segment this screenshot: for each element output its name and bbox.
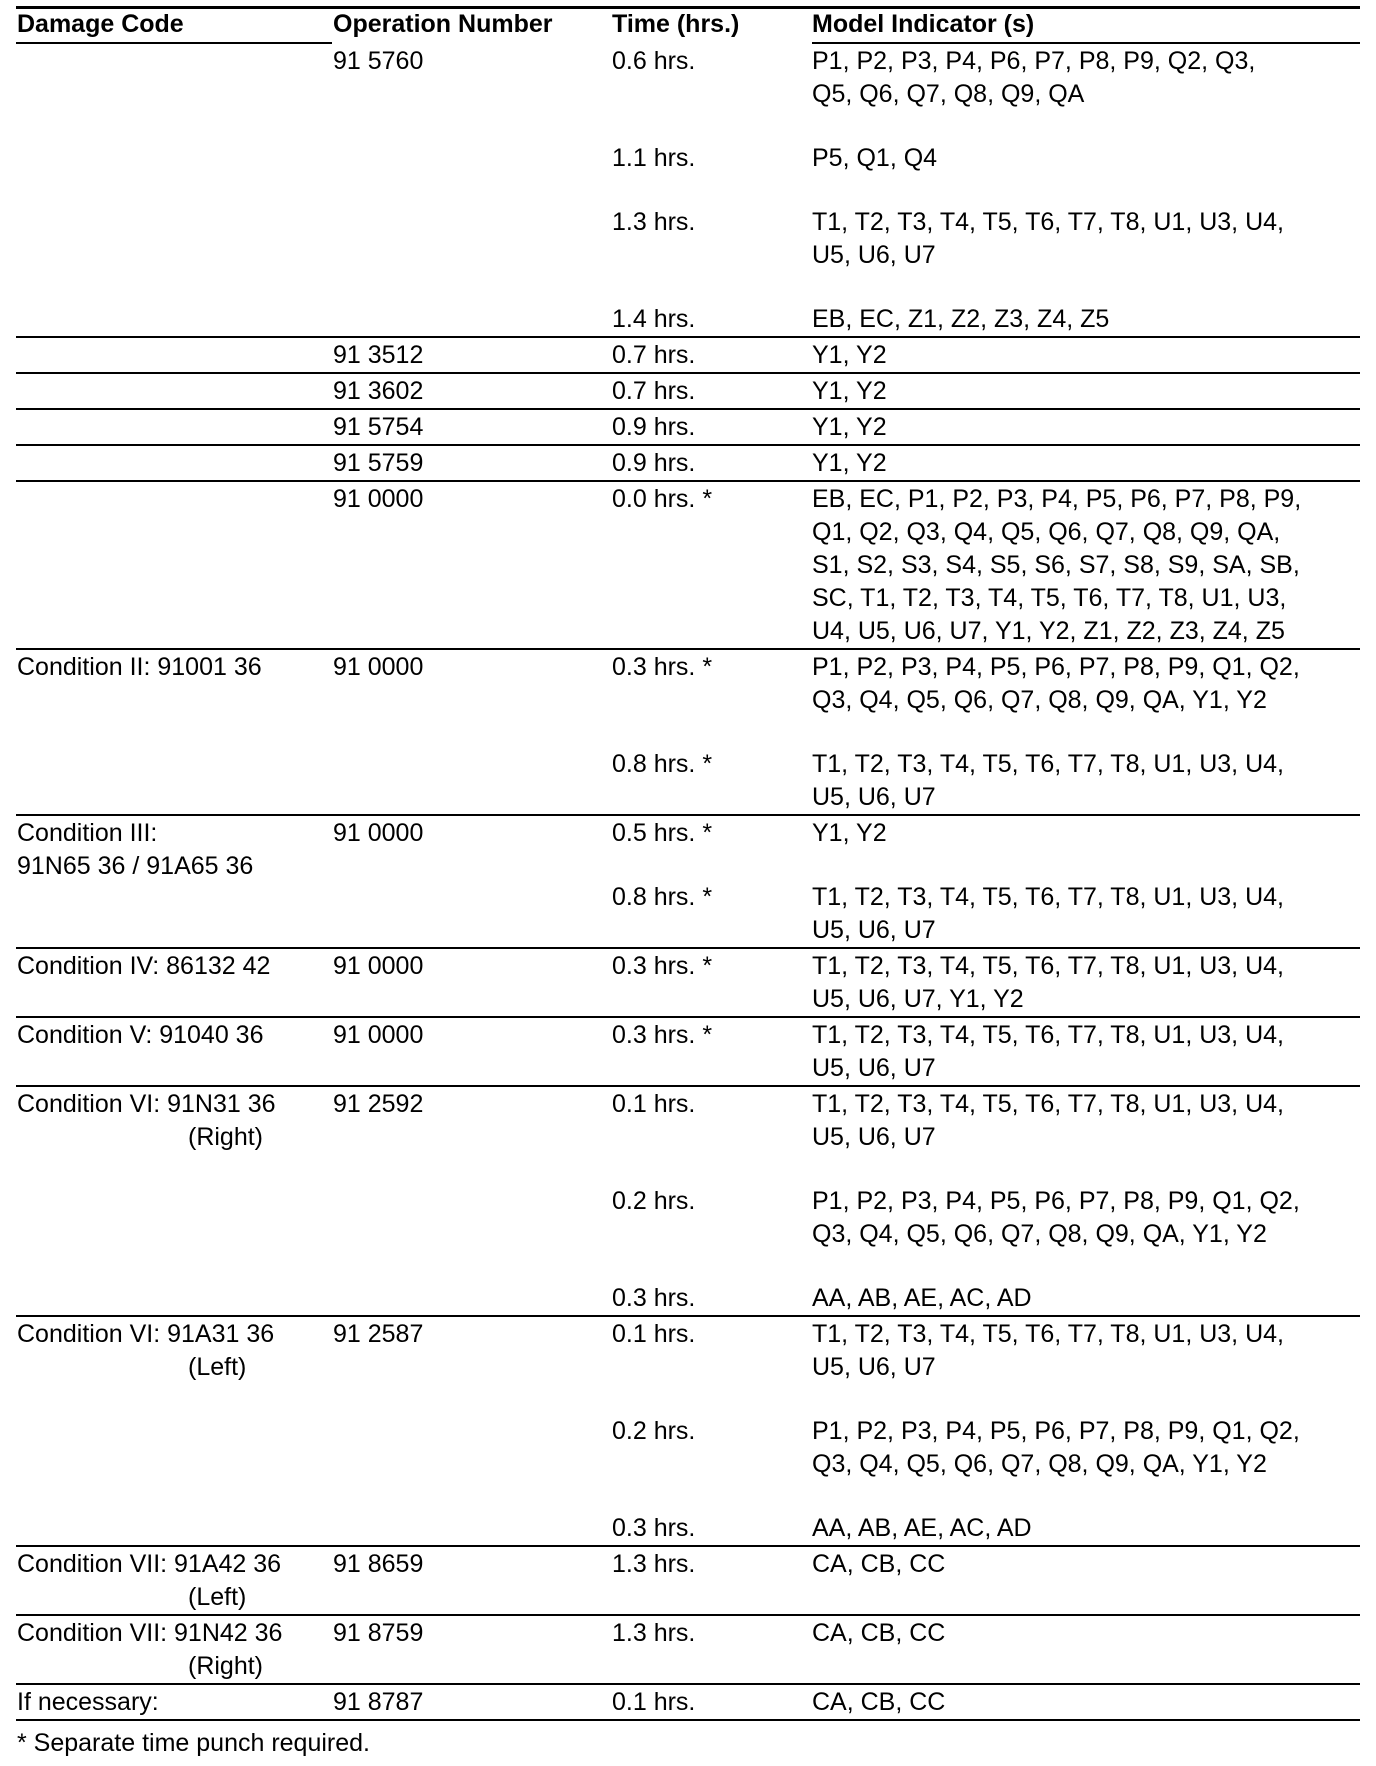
operation-number: 91 0000: [333, 952, 424, 980]
model-indicator: CA, CB, CC: [812, 1619, 946, 1647]
model-indicator: Q3, Q4, Q5, Q6, Q7, Q8, Q9, QA, Y1, Y2: [812, 1450, 1267, 1478]
damage-code: (Right): [188, 1652, 264, 1680]
model-indicator: T1, T2, T3, T4, T5, T6, T7, T8, U1, U3, U4,: [812, 750, 1284, 778]
row-rule: [16, 1683, 1360, 1685]
header-operation-number: Operation Number: [333, 10, 553, 38]
operation-number: 91 3512: [333, 341, 424, 369]
operation-number: 91 0000: [333, 653, 424, 681]
row-rule: [16, 947, 1360, 949]
model-indicator: P1, P2, P3, P4, P5, P6, P7, P8, P9, Q1, Q2,: [812, 1417, 1300, 1445]
row-rule: [16, 444, 1360, 446]
row-rule: [16, 1614, 1360, 1616]
damage-code: Condition VI: 91A31 36: [17, 1320, 275, 1348]
model-indicator: Y1, Y2: [812, 413, 887, 441]
operation-number: 91 2587: [333, 1320, 424, 1348]
labor-time: 0.2 hrs.: [612, 1187, 696, 1215]
labor-time: 0.8 hrs. *: [612, 883, 713, 911]
damage-code: If necessary:: [17, 1688, 159, 1716]
model-indicator: Q5, Q6, Q7, Q8, Q9, QA: [812, 80, 1085, 108]
model-indicator: U5, U6, U7: [812, 783, 936, 811]
labor-time: 0.9 hrs.: [612, 449, 696, 477]
model-indicator: U5, U6, U7: [812, 1353, 936, 1381]
model-indicator: U5, U6, U7, Y1, Y2: [812, 985, 1024, 1013]
operation-number: 91 5760: [333, 47, 424, 75]
row-rule: [16, 372, 1360, 374]
row-rule: [16, 648, 1360, 650]
operation-number: 91 0000: [333, 1021, 424, 1049]
model-indicator: T1, T2, T3, T4, T5, T6, T7, T8, U1, U3, U4,: [812, 1090, 1284, 1118]
operation-number: 91 0000: [333, 485, 424, 513]
model-indicator: U4, U5, U6, U7, Y1, Y2, Z1, Z2, Z3, Z4, Z5: [812, 617, 1285, 645]
row-rule: [16, 1545, 1360, 1547]
model-indicator: Y1, Y2: [812, 819, 887, 847]
header-underline: [812, 42, 1360, 44]
labor-time: 0.1 hrs.: [612, 1688, 696, 1716]
labor-time: 0.1 hrs.: [612, 1090, 696, 1118]
labor-time: 0.3 hrs.: [612, 1284, 696, 1312]
labor-time: 1.3 hrs.: [612, 1550, 696, 1578]
labor-time: 0.7 hrs.: [612, 377, 696, 405]
footnote: * Separate time punch required.: [17, 1729, 370, 1757]
model-indicator: Y1, Y2: [812, 449, 887, 477]
damage-code: (Right): [188, 1123, 264, 1151]
model-indicator: Q1, Q2, Q3, Q4, Q5, Q6, Q7, Q8, Q9, QA,: [812, 518, 1281, 546]
labor-time: 0.6 hrs.: [612, 47, 696, 75]
damage-code: (Left): [188, 1583, 247, 1611]
model-indicator: U5, U6, U7: [812, 1123, 936, 1151]
model-indicator: EB, EC, Z1, Z2, Z3, Z4, Z5: [812, 305, 1110, 333]
model-indicator: Y1, Y2: [812, 341, 887, 369]
model-indicator: SC, T1, T2, T3, T4, T5, T6, T7, T8, U1, U3,: [812, 584, 1287, 612]
operation-number: 91 5754: [333, 413, 424, 441]
row-rule: [16, 814, 1360, 816]
labor-time: 0.7 hrs.: [612, 341, 696, 369]
damage-code: Condition VII: 91A42 36: [17, 1550, 282, 1578]
labor-time: 0.9 hrs.: [612, 413, 696, 441]
operation-number: 91 8759: [333, 1619, 424, 1647]
operation-number: 91 2592: [333, 1090, 424, 1118]
labor-time: 1.4 hrs.: [612, 305, 696, 333]
labor-time: 0.3 hrs.: [612, 1514, 696, 1542]
model-indicator: CA, CB, CC: [812, 1688, 946, 1716]
labor-time: 0.5 hrs. *: [612, 819, 713, 847]
damage-code: 91N65 36 / 91A65 36: [17, 852, 254, 880]
labor-time: 1.1 hrs.: [612, 144, 696, 172]
labor-time: 0.3 hrs. *: [612, 653, 713, 681]
model-indicator: P1, P2, P3, P4, P6, P7, P8, P9, Q2, Q3,: [812, 47, 1256, 75]
model-indicator: T1, T2, T3, T4, T5, T6, T7, T8, U1, U3, U4,: [812, 952, 1284, 980]
model-indicator: T1, T2, T3, T4, T5, T6, T7, T8, U1, U3, U4,: [812, 1320, 1284, 1348]
model-indicator: Y1, Y2: [812, 377, 887, 405]
damage-code: Condition IV: 86132 42: [17, 952, 271, 980]
damage-code: Condition VII: 91N42 36: [17, 1619, 283, 1647]
labor-time: 0.8 hrs. *: [612, 750, 713, 778]
model-indicator: U5, U6, U7: [812, 1054, 936, 1082]
row-rule: [16, 1085, 1360, 1087]
labor-time: 0.3 hrs. *: [612, 952, 713, 980]
labor-time: 1.3 hrs.: [612, 1619, 696, 1647]
operation-number: 91 3602: [333, 377, 424, 405]
header-time: Time (hrs.): [612, 10, 740, 38]
labor-time: 0.0 hrs. *: [612, 485, 713, 513]
row-rule: [16, 1016, 1360, 1018]
damage-code: Condition VI: 91N31 36: [17, 1090, 276, 1118]
row-rule: [16, 1719, 1360, 1721]
row-rule: [16, 1315, 1360, 1317]
row-rule: [16, 336, 1360, 338]
header-underline: [16, 42, 332, 44]
model-indicator: T1, T2, T3, T4, T5, T6, T7, T8, U1, U3, U4,: [812, 208, 1284, 236]
model-indicator: P1, P2, P3, P4, P5, P6, P7, P8, P9, Q1, Q2,: [812, 653, 1300, 681]
labor-time: 0.2 hrs.: [612, 1417, 696, 1445]
row-rule: [16, 480, 1360, 482]
operation-number: 91 8787: [333, 1688, 424, 1716]
row-rule: [16, 408, 1360, 410]
operation-number: 91 5759: [333, 449, 424, 477]
model-indicator: U5, U6, U7: [812, 241, 936, 269]
header-model-indicator: Model Indicator (s): [812, 10, 1035, 38]
model-indicator: P1, P2, P3, P4, P5, P6, P7, P8, P9, Q1, Q2,: [812, 1187, 1300, 1215]
model-indicator: Q3, Q4, Q5, Q6, Q7, Q8, Q9, QA, Y1, Y2: [812, 1220, 1267, 1248]
model-indicator: U5, U6, U7: [812, 916, 936, 944]
operation-number: 91 0000: [333, 819, 424, 847]
damage-code: Condition II: 91001 36: [17, 653, 262, 681]
operation-number: 91 8659: [333, 1550, 424, 1578]
model-indicator: S1, S2, S3, S4, S5, S6, S7, S8, S9, SA, SB,: [812, 551, 1300, 579]
labor-time: 0.1 hrs.: [612, 1320, 696, 1348]
model-indicator: CA, CB, CC: [812, 1550, 946, 1578]
damage-code: Condition III:: [17, 819, 158, 847]
damage-code: (Left): [188, 1353, 247, 1381]
model-indicator: T1, T2, T3, T4, T5, T6, T7, T8, U1, U3, U4,: [812, 1021, 1284, 1049]
model-indicator: Q3, Q4, Q5, Q6, Q7, Q8, Q9, QA, Y1, Y2: [812, 686, 1267, 714]
model-indicator: AA, AB, AE, AC, AD: [812, 1284, 1032, 1312]
model-indicator: EB, EC, P1, P2, P3, P4, P5, P6, P7, P8, P9,: [812, 485, 1302, 513]
model-indicator: T1, T2, T3, T4, T5, T6, T7, T8, U1, U3, U4,: [812, 883, 1284, 911]
model-indicator: AA, AB, AE, AC, AD: [812, 1514, 1032, 1542]
header-damage-code: Damage Code: [17, 10, 184, 38]
labor-time: 1.3 hrs.: [612, 208, 696, 236]
labor-time: 0.3 hrs. *: [612, 1021, 713, 1049]
damage-code: Condition V: 91040 36: [17, 1021, 264, 1049]
model-indicator: P5, Q1, Q4: [812, 144, 938, 172]
